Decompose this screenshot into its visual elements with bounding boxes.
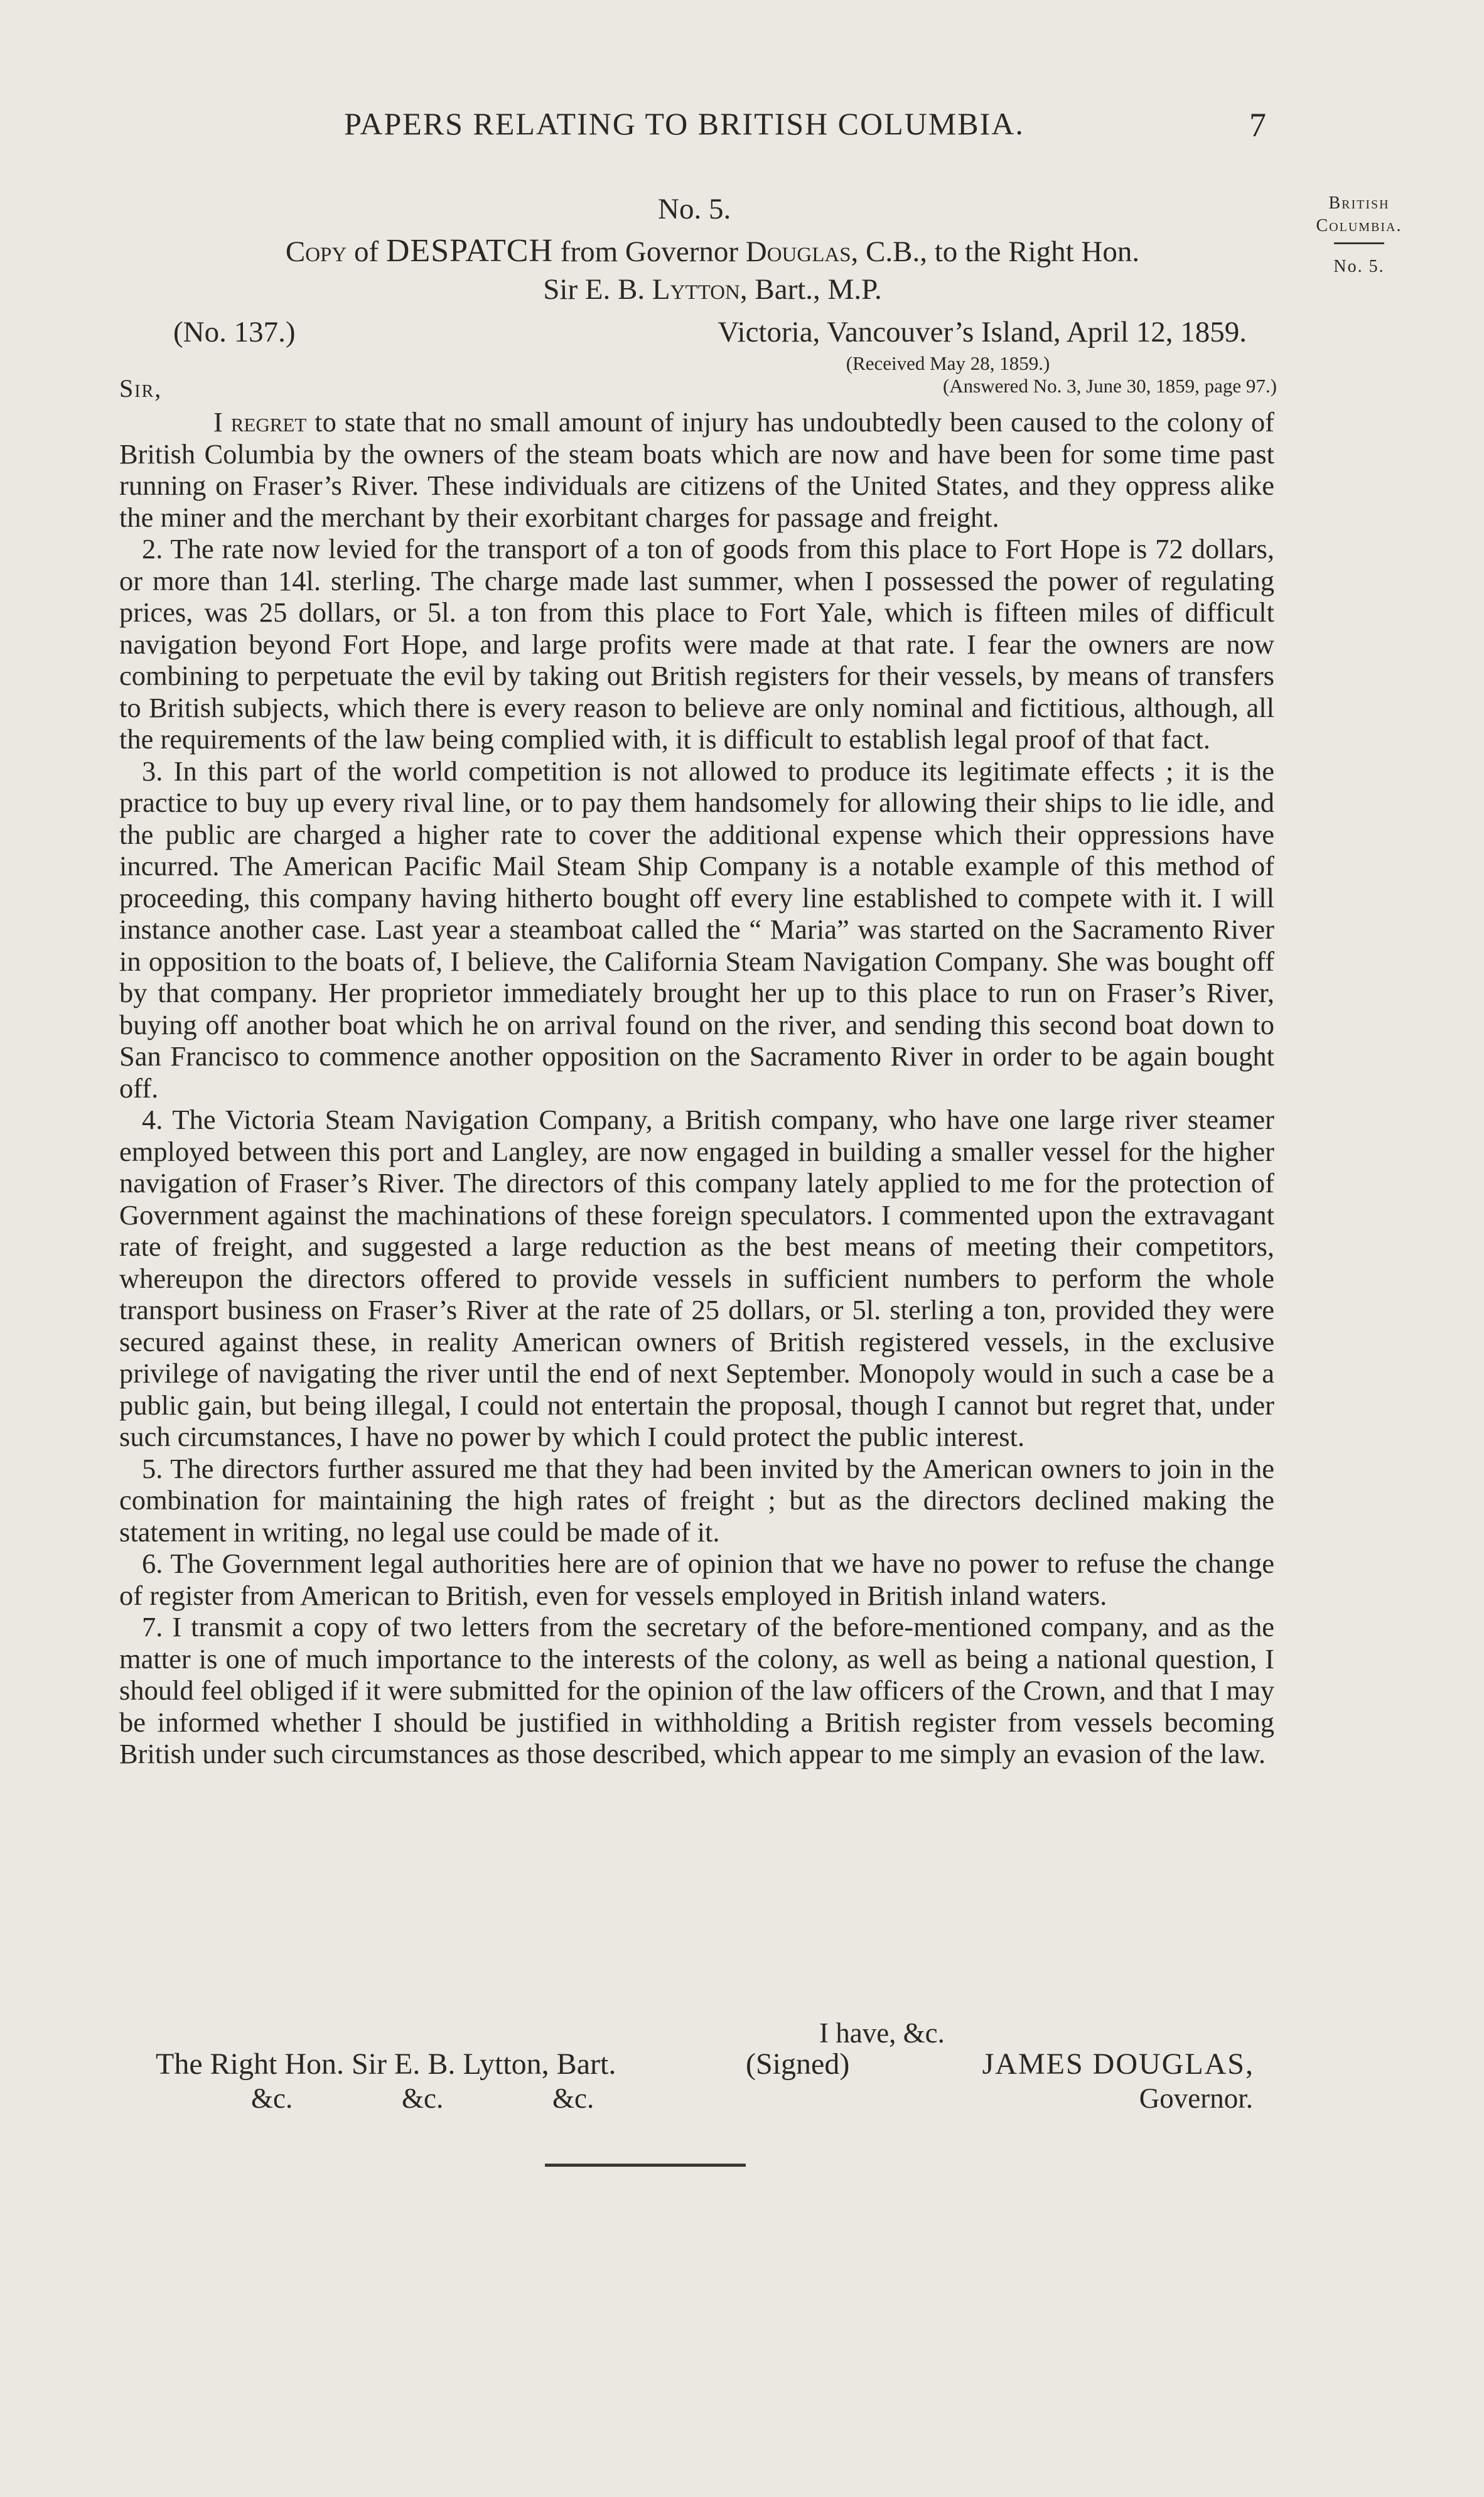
section-divider (545, 2164, 746, 2167)
title-despatch: DESPATCH (385, 233, 554, 269)
despatch-number: (No. 137.) (173, 316, 296, 348)
margin-note-british: British (1328, 193, 1390, 213)
paragraph-1-lead: I regret (213, 406, 307, 438)
signatory-title: Governor. (1139, 2083, 1253, 2114)
page-number: 7 (1249, 106, 1266, 144)
paragraph-1-text: to state that no small amount of injury has undoubtedly been caused to the colony of British Columbia by the owners of the steam boats which are now and have been for some time past running on Fraser’s River. These individuals are citizens of the United States, and they oppress alike the miner and the merchant by their exorbitant charges for passage and freight. (119, 406, 1274, 533)
title-line-1 (144, 232, 1281, 271)
paragraph-7: 7. I transmit a copy of two letters from the secretary of the before-mentioned company, and as the matter is one of much importance to the interests of the colony, as well as being a national question, I should feel obliged if it were submitted for the opinion of the law officers of the Crown, and that I may be informed whether I should be justified in withholding a British register from vessels becoming British under such circumstances as those described, which appear to me simply an evasion of the law. (119, 1611, 1274, 1769)
paragraph-6: 6. The Government legal authorities here are of opinion that we have no power to refuse the change of register from American to British, even for vessels employed in British inland waters. (119, 1548, 1274, 1611)
title-douglas: Douglas (745, 235, 851, 268)
title-after-douglas: , C.B., to the Right Hon. (851, 235, 1140, 268)
answered-note: (Answered No. 3, June 30, 1859, page 97.) (942, 375, 1277, 397)
paragraph-3: 3. In this part of the world competition is not allowed to produce its legitimate effects ; it is the practice to buy up every rival line, or to pay them handsomely for allowing their ships to lie idle, and the public are charged a higher rate to cover the additional expense which their oppressions have incurred. The American Pacific Mail Steam Ship Company is a notable example of this method of proceeding, this company having hitherto bought off every line established to compete with it. I will instance another case. Last year a steamboat called the “ Maria” was started on the Sacramento River in opposition to the boats of, I believe, the California Steam Navigation Company. She was bought off by that company. Her proprietor immediately brought her up to this place to run on Fraser’s River, buying off another boat which he on arrival found on the river, and sending this second boat down to San Francisco to commence another opposition on the Sacramento River in order to be again bought off. (119, 755, 1274, 1104)
title-line-2 (144, 271, 1281, 308)
margin-note-columbia: Columbia. (1316, 216, 1402, 235)
signed-mark: (Signed) (746, 2047, 850, 2081)
salutation: Sir, (119, 374, 163, 402)
etc-2: &c. (402, 2083, 444, 2114)
despatch-body (119, 406, 1274, 1770)
margin-note-rule (1334, 242, 1384, 244)
title-lytton: Lytton (652, 273, 740, 306)
document-title (144, 232, 1281, 308)
signatory-name: JAMES DOUGLAS, (982, 2047, 1254, 2081)
title-from: from Governor (553, 235, 746, 268)
addressee: The Right Hon. Sir E. B. Lytton, Bart. (156, 2047, 616, 2081)
etc-1: &c. (251, 2083, 293, 2114)
paragraph-2: 2. The rate now levied for the transport of a ton of goods from this place to Fort Hope is 72 dollars, or more than 14l. sterling. The charge made last summer, when I possessed the power of regulating prices, was 25 dollars, or 5l. a ton from this place to Fort Yale, which is fifteen miles of difficult navigation beyond Fort Hope, and large profits were made at that rate. I fear the owners are now combining to perpetuate the evil by taking out British registers for their vessels, by means of transfers to British subjects, which there is every reason to believe are only nominal and fictitious, although, all the requirements of the law being complied with, it is difficult to establish legal proof of that fact. (119, 533, 1274, 755)
etc-3: &c. (552, 2083, 594, 2114)
paragraph-1 (119, 406, 1274, 533)
closing-formula: I have, &c. (819, 2017, 945, 2049)
paragraph-4: 4. The Victoria Steam Navigation Company, a British company, who have one large river steamer employed between this port and Langley, are now engaged in building a smaller vessel for the higher navigation of Fraser’s River. The directors of this company lately applied to me for the protection of Government against the machinations of these foreign speculators. I commented upon the extravagant rate of freight, and suggested a large reduction as the best means of meeting their competitors, whereupon the directors offered to provide vessels in sufficient numbers to perform the whole transport business on Fraser’s River at the rate of 25 dollars, or 5l. sterling a ton, provided they were secured against these, in reality American owners of British registered vessels, in the exclusive privilege of navigating the river until the end of next September. Monopoly would in such a case be a public gain, but being illegal, I could not entertain the proposal, though I cannot but regret that, under such circumstances, I have no power by which I could protect the public interest. (119, 1104, 1274, 1452)
paragraph-5: 5. The directors further assured me that they had been invited by the American owners to join in the combination for maintaining the high rates of freight ; but as the directors declined making the statement in writing, no legal use could be made of it. (119, 1452, 1274, 1548)
margin-note-number: No. 5. (1333, 257, 1385, 276)
document-number: No. 5. (658, 193, 731, 225)
title-of: of (347, 235, 386, 268)
margin-note (1281, 192, 1438, 278)
title-sir: Sir E. B. (543, 273, 652, 306)
place-date: Victoria, Vancouver’s Island, April 12, 1859. (718, 316, 1247, 348)
title-copy: Copy (285, 235, 347, 268)
title-end: , Bart., M.P. (739, 273, 882, 306)
running-head: PAPERS RELATING TO BRITISH COLUMBIA. (344, 106, 1024, 141)
received-note: (Received May 28, 1859.) (846, 352, 1050, 374)
